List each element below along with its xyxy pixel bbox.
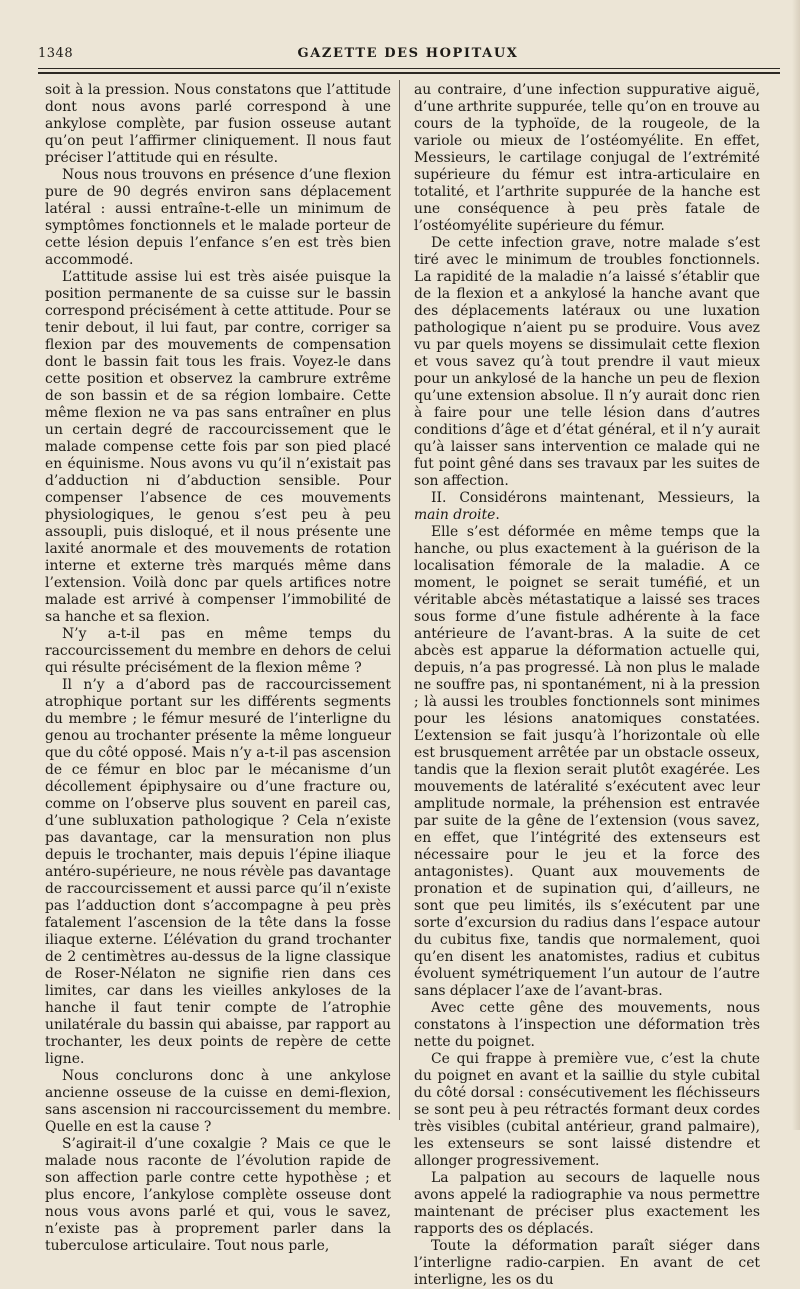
running-head: GAZETTE DES HOPITAUX (297, 46, 519, 61)
paragraph: S’agirait-il d’une coxalgie ? Mais ce que le malade nous raconte de l’évolution rapide de son affection parle contre cette hypothèse ; et plus encore, l’ankylose complète osseuse dont nous vous avons parlé et qui, vous le savez, n’existe pas à proprement parler dans la tuberculose articulaire. Tout nous parle, (45, 1136, 391, 1254)
right-column (414, 82, 760, 1289)
paragraph: Toute la déformation paraît siéger dans l’interligne radio-carpien. En avant de cet interligne, les os du (414, 1238, 760, 1288)
paragraph: Ce qui frappe à première vue, c’est la chute du poignet en avant et la saillie du style cubital du côté dorsal : consécutivement les fléchisseurs se sont peu à peu rétractés formant deux cordes très visibles (cubital antérieur, grand palmaire), les extenseurs se sont laissé distendre et allonger progressivement. (414, 1051, 760, 1169)
paragraph: L’attitude assise lui est très aisée puisque la position permanente de sa cuisse sur le bassin correspond précisément à cette attitude. Pour se tenir debout, il lui faut, par contre, corriger sa flexion par des mouvements de compensation dont le bassin fait tous les frais. Voyez-le dans cette position et observez la cambrure extrême de son bassin et de sa région lombaire. Cette même flexion ne va pas sans entraîner en plus un certain degré de raccourcissement que le malade compense cette fois par son pied placé en équinisme. Nous avons vu qu’il n’existait pas d’adduction ni d’abduction sensible. Pour compenser l’absence de ces mouvements physiologiques, le genou s’est peu à peu assoupli, puis disloqué, et il nous présente une laxité anormale et des mouvements de rotation interne et externe très marqués même dans l’extension. Voilà donc par quels artifices notre malade est arrivé à compenser l’immobilité de sa hanche et sa flexion. (45, 269, 391, 625)
paragraph: Nous conclurons donc à une ankylose ancienne osseuse de la cuisse en demi-flexion, sans ascension ni raccourcissement du membre. Quelle en est la cause ? (45, 1068, 391, 1135)
paragraph: Elle s’est déformée en même temps que la hanche, ou plus exactement à la guérison de la localisation fémorale de la maladie. A ce moment, le poignet se serait tuméfié, et un véritable abcès métastatique a laissé ses traces sous forme d’une fistule adhérente à la face antérieure de l’avant-bras. A la suite de cet abcès est apparue la déformation actuelle qui, depuis, n’a pas progressé. Là non plus le malade ne souffre pas, ni spontanément, ni à la pression ; là aussi les troubles fonctionnels sont minimes pour les lésions anatomiques constatées. L’extension se fait jusqu’à l’horizontale où elle est brusquement arrêtée par un obstacle osseux, tandis que la flexion serait plutôt exagérée. Les mouvements de latéralité s’exécutent avec leur amplitude normale, la préhension est entravée par suite de la gêne de l’extension (vous savez, en effet, que l’intégrité des extenseurs est nécessaire pour le jeu et la force des antagonistes). Quant aux mouvements de pronation et de supination qui, d’ailleurs, ne sont que peu limités, ils s’exécutent par une sorte d’excursion du radius dans l’espace autour du cubitus fixe, tandis que normalement, quoi qu’en disent les anatomistes, radius et cubitus évoluent symétriquement l’un autour de l’autre sans déplacer l’axe de l’avant-bras. (414, 524, 760, 999)
paragraph: soit à la pression. Nous constatons que l’attitude dont nous avons parlé correspond à une ankylose complète, par fusion osseuse autant qu’on peut l’affirmer cliniquement. Il nous faut préciser l’attitude qui en résulte. (45, 82, 391, 166)
paragraph: La palpation au secours de laquelle nous avons appelé la radiographie va nous permettre maintenant de préciser plus exactement les rapports des os déplacés. (414, 1170, 760, 1237)
page-header (38, 46, 778, 70)
section-tail: . (495, 507, 500, 523)
section-heading-paragraph (414, 490, 760, 524)
section-lead: II. Considérons maintenant, Messieurs, la (431, 490, 760, 506)
paragraph: Avec cette gêne des mouvements, nous constatons à l’inspection une déformation très nette du poignet. (414, 1000, 760, 1050)
paragraph: N’y a-t-il pas en même temps du raccourcissement du membre en dehors de celui qui résulte précisément de la flexion même ? (45, 626, 391, 676)
left-column (45, 82, 391, 1255)
header-rule-thick (38, 72, 780, 74)
paragraph: Il n’y a d’abord pas de raccourcissement atrophique portant sur les différents segments du membre ; le fémur mesuré de l’interligne du genou au trochanter présente la même longueur que du côté opposé. Mais n’y a-t-il pas ascension de ce fémur en bloc par le mécanisme d’un décollement épiphysaire ou d’une fracture ou, comme on l’observe plus souvent en pareil cas, d’une subluxation pathologique ? Cela n’existe pas davantage, car la mensuration non plus depuis le trochanter, mais depuis l’épine iliaque antéro-supérieure, ne nous révèle pas davantage de raccourcissement et aussi parce qu’il n’existe pas l’adduction dont s’accompagne à peu près fatalement l’ascension de la tête dans la fosse iliaque externe. L’élévation du grand trochanter de 2 centimètres au-dessus de la ligne classique de Roser-Nélaton ne signifie rien dans ces limites, car dans les vieilles ankyloses de la hanche il faut tenir compte de l’atrophie unilatérale du bassin qui abaisse, par rapport au trochanter, les deux points de repère de cette ligne. (45, 677, 391, 1067)
column-divider (399, 80, 400, 1120)
paragraph: De cette infection grave, notre malade s’est tiré avec le minimum de troubles fonctionnels. La rapidité de la maladie n’a laissé s’établir que de la flexion et a ankylosé la hanche avant que des déplacements latéraux ou une luxation pathologique n’aient pu se produire. Vous avez vu par quels moyens se dissimulait cette flexion et vous savez qu’à tout prendre il vaut mieux pour un ankylosé de la hanche un peu de flexion qu’une extension absolue. Il n’y aurait donc rien à faire pour une telle lésion dans d’autres conditions d’âge et d’état général, et il n’y aurait qu’à laisser sans intervention ce malade qui ne fut point gêné dans ses travaux par les suites de son affection. (414, 235, 760, 489)
header-rule (38, 68, 780, 69)
paragraph: Nous nous trouvons en présence d’une flexion pure de 90 degrés environ sans déplacement latéral : aussi entraîne-t-elle un minimum de symptômes fonctionnels et le malade porteur de cette lésion depuis l’enfance s’en est très bien accommodé. (45, 167, 391, 268)
paragraph: au contraire, d’une infection suppurative aiguë, d’une arthrite suppurée, telle qu’on en trouve au cours de la typhoïde, de la rougeole, de la variole ou mieux de l’ostéomyélite. En effet, Messieurs, le cartilage conjugal de l’extrémité supérieure du fémur est intra-articulaire en totalité, et l’arthrite suppurée de la hanche est une conséquence à peu près fatale de l’ostéomyélite supérieure du fémur. (414, 82, 760, 234)
section-emphasis: main droite (414, 507, 496, 523)
page-number: 1348 (38, 46, 74, 61)
page-edge (792, 0, 800, 1130)
